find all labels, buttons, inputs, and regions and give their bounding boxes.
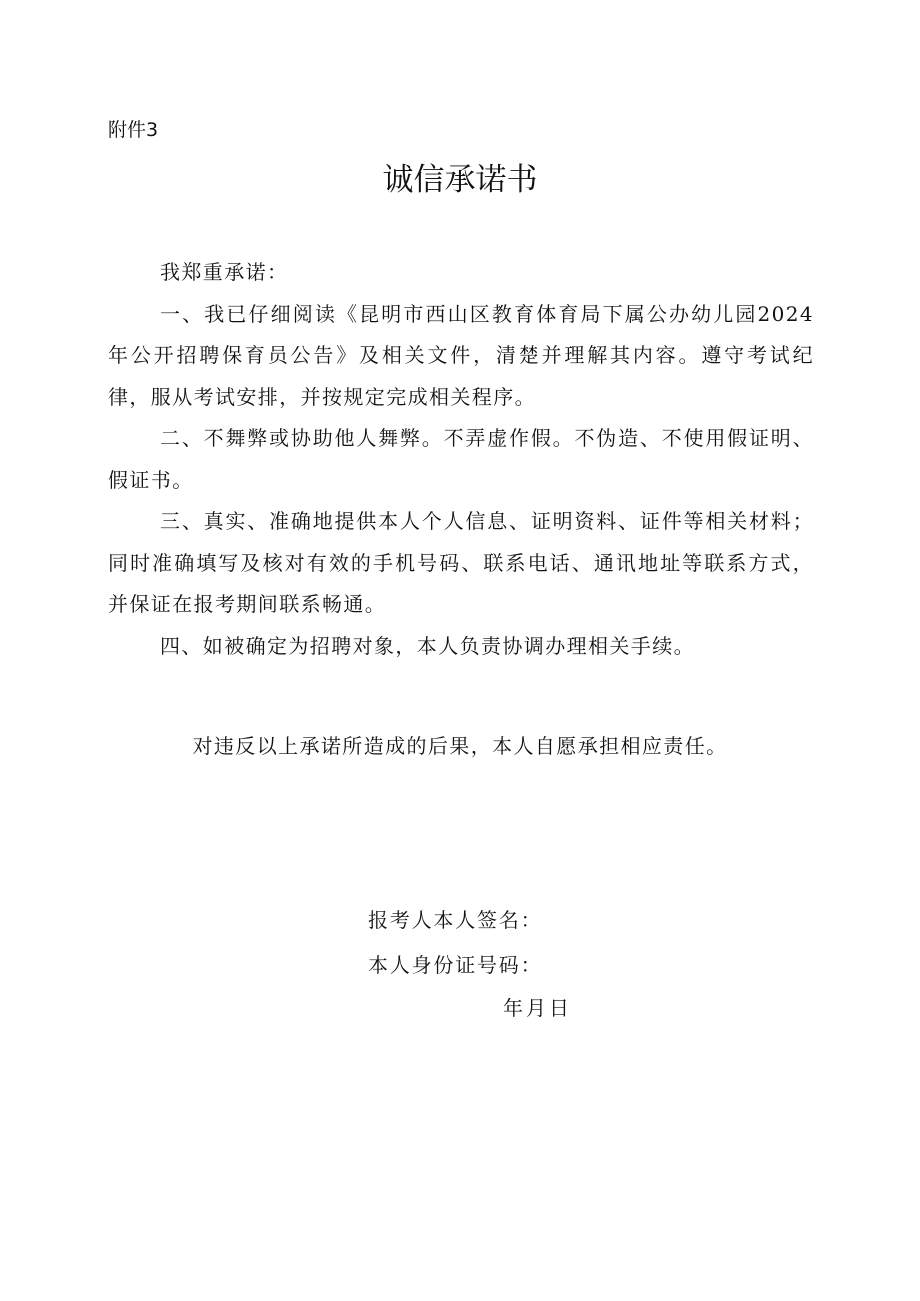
attachment-label: 附件3 (108, 119, 159, 141)
commitment-item-1: 一、我已仔细阅读《昆明市西山区教育体育局下属公办幼儿园2024年公开招聘保育员公告》及相关文件，清楚并理解其内容。遵守考试纪律，服从考试安排，并按规定完成相关程序。 (108, 301, 814, 409)
opening-line: 我郑重承诺： (160, 260, 289, 284)
date-label: 年月日 (503, 996, 572, 1020)
document-title: 诚信承诺书 (382, 162, 538, 198)
commitment-item-2: 二、不舞弊或协助他人舞弊。不弄虚作假。不伪造、不使用假证明、假证书。 (108, 426, 814, 492)
commitment-item-3: 三、真实、准确地提供本人个人信息、证明资料、证件等相关材料；同时准确填写及核对有效的手机号码、联系电话、通讯地址等联系方式，并保证在报考期间联系畅通。 (108, 509, 814, 616)
signature-name-label: 报考人本人签名： (368, 908, 543, 932)
commitment-item-4: 四、如被确定为招聘对象，本人负责协调办理相关手续。 (160, 633, 695, 658)
closing-statement: 对违反以上承诺所造成的后果，本人自愿承担相应责任。 (192, 734, 728, 758)
id-number-label: 本人身份证号码： (368, 953, 543, 977)
commitment-body (108, 252, 814, 667)
